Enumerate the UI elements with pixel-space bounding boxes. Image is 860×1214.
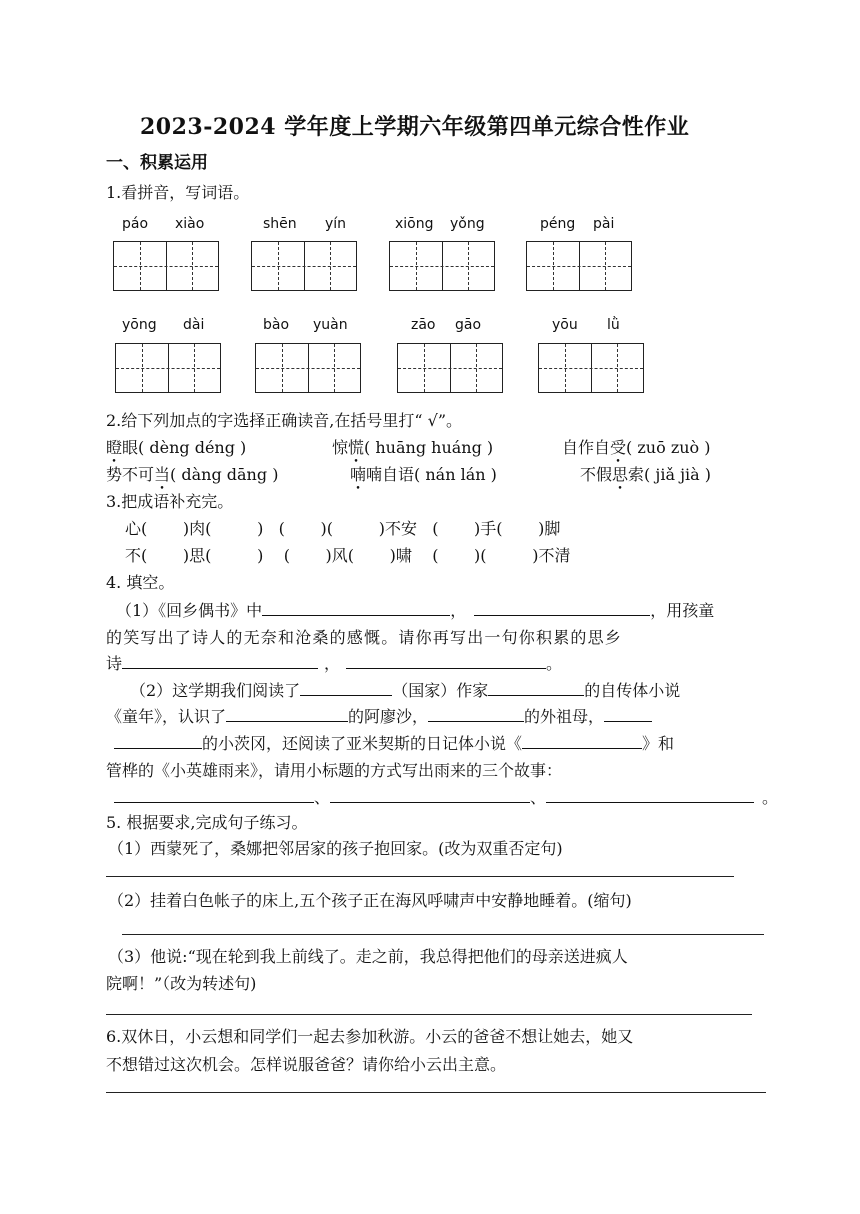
pinyin: xiōng: [395, 216, 434, 232]
writing-grid[interactable]: [255, 343, 361, 393]
q1-prompt: 1.看拼音，写词语。: [106, 183, 250, 202]
q5-prompt: 5. 根据要求,完成句子练习。: [106, 813, 308, 832]
q4-line: （2）这学期我们阅读了 （国家）作家 的自传体小说: [130, 681, 681, 700]
answer-blank[interactable]: [604, 706, 652, 722]
idiom-line[interactable]: 心( )肉( ) ( )( )不安 ( )手( )脚: [125, 519, 561, 538]
writing-grid[interactable]: [113, 241, 219, 291]
q4-line: 管桦的《小英雄雨来》，请用小标题的方式写出雨来的三个故事：: [106, 761, 563, 780]
q2-prompt: 2.给下列加点的字选择正确读音,在括号里打“ √”。: [106, 411, 462, 430]
page-title: 2023-2024 学年度上学期六年级第四单元综合性作业: [140, 114, 690, 140]
pinyin: yōu: [552, 317, 578, 333]
q4-line: 《童年》，认识了 的阿廖沙， 的外祖母，: [106, 704, 652, 727]
writing-grid[interactable]: [526, 241, 632, 291]
q2-item: 喃喃自语( nán lán ): [350, 465, 497, 484]
pinyin: shēn: [263, 216, 297, 232]
answer-line[interactable]: [106, 876, 734, 877]
q3-prompt: 3.把成语补充完。: [106, 492, 234, 511]
answer-line[interactable]: [122, 934, 764, 935]
q4-line: 的笑写出了诗人的无奈和沧桑的感慨。请你再写出一句你积累的思乡: [106, 628, 623, 647]
q2-item: 势不可当( dàng dāng ): [106, 465, 279, 484]
pinyin: yín: [325, 216, 347, 232]
writing-grid[interactable]: [538, 343, 644, 393]
q4-line: （1）《回乡偶书》中 ， ，用孩童: [116, 601, 715, 620]
pinyin: yōng: [122, 317, 157, 333]
answer-blank[interactable]: [546, 787, 754, 803]
answer-blank[interactable]: [488, 680, 584, 696]
answer-blank[interactable]: [522, 733, 642, 749]
pinyin: páo: [122, 216, 149, 232]
q5-sentence: （3）他说:“现在轮到我上前线了。走之前，我总得把他们的母亲送进疯人: [108, 947, 628, 966]
q5-sentence: 院啊！”（改为转述句): [106, 974, 257, 993]
writing-grid[interactable]: [115, 343, 221, 393]
answer-line[interactable]: [106, 1014, 752, 1015]
pinyin: zāo: [411, 317, 436, 333]
pinyin: yǒng: [450, 216, 485, 232]
section-heading: 一、积累运用: [106, 153, 208, 173]
answer-blank[interactable]: [474, 600, 650, 616]
pinyin: péng: [540, 216, 576, 232]
answer-blank[interactable]: [262, 600, 450, 616]
pinyin: dài: [183, 317, 205, 333]
q6-text: 6.双休日，小云想和同学们一起去参加秋游。小云的爸爸不想让她去，她又: [106, 1027, 634, 1046]
q6-text: 不想错过这次机会。怎样说服爸爸？请你给小云出主意。: [106, 1055, 507, 1074]
q4-prompt: 4. 填空。: [106, 573, 175, 592]
q4-line: 、 、 。: [114, 785, 778, 808]
pinyin: yuàn: [313, 317, 348, 333]
answer-blank[interactable]: [226, 706, 348, 722]
pinyin: lǜ: [607, 317, 620, 333]
q5-sentence: （2）挂着白色帐子的床上,五个孩子正在海风呼啸声中安静地睡着。(缩句): [108, 891, 632, 910]
q2-item: 瞪眼( dèng déng ): [106, 438, 247, 457]
pinyin: pài: [593, 216, 615, 232]
answer-blank[interactable]: [114, 787, 314, 803]
answer-blank[interactable]: [346, 653, 546, 669]
answer-line[interactable]: [106, 1092, 766, 1093]
q4-line: 诗 ， 。: [106, 654, 563, 673]
pinyin: xiào: [175, 216, 205, 232]
q2-item: 惊慌( huāng huáng ): [332, 438, 494, 457]
answer-blank[interactable]: [428, 706, 524, 722]
answer-blank[interactable]: [122, 653, 318, 669]
answer-blank[interactable]: [114, 733, 202, 749]
pinyin: gāo: [455, 317, 482, 333]
answer-blank[interactable]: [300, 680, 392, 696]
writing-grid[interactable]: [389, 241, 495, 291]
q2-item: 不假思索( jiǎ jià ): [580, 465, 712, 484]
answer-blank[interactable]: [330, 787, 530, 803]
writing-grid[interactable]: [397, 343, 503, 393]
q5-sentence: （1）西蒙死了，桑娜把邻居家的孩子抱回家。(改为双重否定句): [108, 839, 563, 858]
pinyin: bào: [263, 317, 290, 333]
idiom-line[interactable]: 不( )思( ) ( )风( )啸 ( )( )不清: [125, 546, 571, 565]
q4-line: 的小茨冈，还阅读了亚米契斯的日记体小说《 》和: [114, 731, 674, 754]
writing-grid[interactable]: [251, 241, 357, 291]
q2-item: 自作自受( zuō zuò ): [562, 438, 711, 457]
